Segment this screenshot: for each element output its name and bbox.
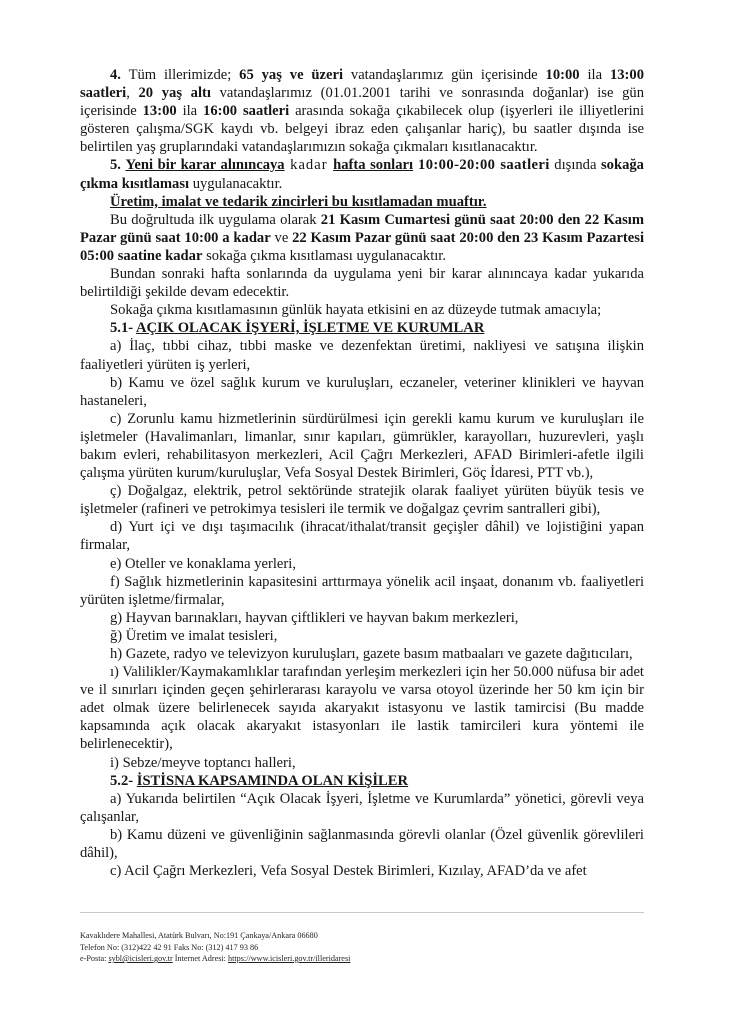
list-item: ğ) Üretim ve imalat tesisleri, <box>110 627 278 644</box>
purpose-paragraph: Sokağa çıkma kısıtlamasının günlük hayata etkisini en az düzeyde tutmak amacıyla; <box>110 302 602 319</box>
list-item: b) Kamu ve özel sağlık kurum ve kuruluşları, eczaneler, veteriner klinikleri ve hayvan hastaneleri, <box>80 374 644 409</box>
section-5-1-list <box>80 337 644 771</box>
list-item: ç) Doğalgaz, elektrik, petrol sektöründe stratejik olarak faaliyet yürüten büyük tesis ve işletmeler (rafineri ve petrokimya tesisleri ile termik ve doğalgaz çevrim santralleri gibi), <box>80 483 644 518</box>
section-5-2-heading: 5.2- İSTİSNA KAPSAMINDA OLAN KİŞİLER <box>110 772 409 789</box>
section-5-1-heading: 5.1- AÇIK OLACAK İŞYERİ, İŞLETME VE KURUMLAR <box>110 320 485 337</box>
first-application: Bu doğrultuda ilk uygulama olarak 21 Kasım Cumartesi günü saat 20:00 den 22 Kasım Pazar günü saat 10:00 a kadar ve 22 Kasım Pazar günü saat 20:00 den 23 Kasım Pazartesi 05:00 saatine kadar sokağa çıkma kısıtlaması uygulanacaktır. <box>80 211 644 264</box>
footer-phone: Telefon No: (312)422 42 91 Faks No: (312) 417 93 86 <box>80 942 259 952</box>
paragraph-5: 5. Yeni bir karar alınıncaya kadar hafta sonları 10:00-20:00 saatleri dışında sokağa çıkma kısıtlaması uygulanacaktır. <box>80 157 644 192</box>
list-item: e) Oteller ve konaklama yerleri, <box>110 555 296 572</box>
list-item: ı) Valilikler/Kaymakamlıklar tarafından yerleşim merkezleri için her 50.000 nüfusa bir adet ve il sınırları içinden geçen şehirlerarası karayolu ve varsa otoyol üzerinde her 50 km için bir adet olmak üzere belirlenecek sayıda akaryakıt istasyonu ve lastik tamircisi (Bu madde kapsamında açık olacak akaryakıt istasyonları ile lastik tamircileri kura yöntemi ile belirlenecektir), <box>80 664 644 753</box>
list-item: a) Yukarıda belirtilen “Açık Olacak İşyeri, İşletme ve Kurumlarda” yönetici, görevli veya çalışanlar, <box>80 790 644 825</box>
footer-contact: e-Posta: sybl@icisleri.gov.tr İnternet Adresi: https://www.icisleri.gov.tr/illeridaresi <box>80 954 351 963</box>
footer-address: Kavaklıdere Mahallesi, Atatürk Bulvarı, No:191 Çankaya/Ankara 06680 <box>80 931 318 940</box>
email-link[interactable]: sybl@icisleri.gov.tr <box>108 954 173 963</box>
list-item: c) Acil Çağrı Merkezleri, Vefa Sosyal Destek Birimleri, Kızılay, AFAD’da ve afet <box>110 863 587 880</box>
section-5-2-list <box>80 790 644 880</box>
document-body <box>80 66 644 880</box>
list-item: f) Sağlık hizmetlerinin kapasitesini arttırmaya yönelik acil inşaat, donanım vb. faaliyetleri yürüten işletme/firmalar, <box>80 573 644 608</box>
paragraph-4: 4. Tüm illerimizde; 65 yaş ve üzeri vatandaşlarımız gün içerisinde 10:00 ila 13:00 saatleri, 20 yaş altı vatandaşlarımız (01.01.2001 tarihi ve sonrasında doğanlar) ise gün içerisinde 13:00 ila 16:00 saatleri arasında sokağa çıkabilecek olup (işyerleri ile illiyetlerini gösteren çalışma/SGK kaydı vb. belgeyi ibraz eden çalışanlar hariç), bu saatler dışında ise belirtilen yaş gruplarındaki vatandaşlarımızın sokağa çıkmaları kısıtlanacaktır. <box>80 67 645 156</box>
list-item: c) Zorunlu kamu hizmetlerinin sürdürülmesi için gerekli kamu kurum ve kuruluşları ile işletmeler (Havalimanları, limanlar, sınır kapıları, gümrükler, karayolları, huzurevleri, yaşlı bakım evleri, rehabilitasyon merkezleri, Acil Çağrı Merkezleri, AFAD Birimleri-afetle ilgili çalışma yürüten kurum/kuruluşlar, Vefa Sosyal Destek Birimleri, Göç İdaresi, PTT vb.), <box>80 410 644 482</box>
list-item: i) Sebze/meyve toptancı halleri, <box>110 754 296 771</box>
list-item: h) Gazete, radyo ve televizyon kuruluşları, gazete basım matbaaları ve gazete dağıtıcıları, <box>110 646 633 662</box>
weekends-paragraph: Bundan sonraki hafta sonlarında da uygulama yeni bir karar alınıncaya kadar yukarıda belirtildiği şekilde devam edecektir. <box>80 266 644 301</box>
list-item: g) Hayvan barınakları, hayvan çiftlikleri ve hayvan bakım merkezleri, <box>110 609 519 626</box>
list-item: d) Yurt içi ve dışı taşımacılık (ihracat/ithalat/transit geçişler dâhil) ve lojistiğini yapan firmalar, <box>80 519 644 554</box>
page-footer <box>80 912 644 965</box>
production-exemption: Üretim, imalat ve tedarik zincirleri bu kısıtlamadan muaftır. <box>110 193 487 210</box>
list-item: b) Kamu düzeni ve güvenliğinin sağlanmasında görevli olanlar (Özel güvenlik görevlileri dâhil), <box>80 826 644 862</box>
website-link[interactable]: https://www.icisleri.gov.tr/illeridaresi <box>228 954 351 963</box>
list-item: a) İlaç, tıbbi cihaz, tıbbi maske ve dezenfektan üretimi, nakliyesi ve satışına ilişkin faaliyetleri yürüten iş yerleri, <box>80 338 644 373</box>
